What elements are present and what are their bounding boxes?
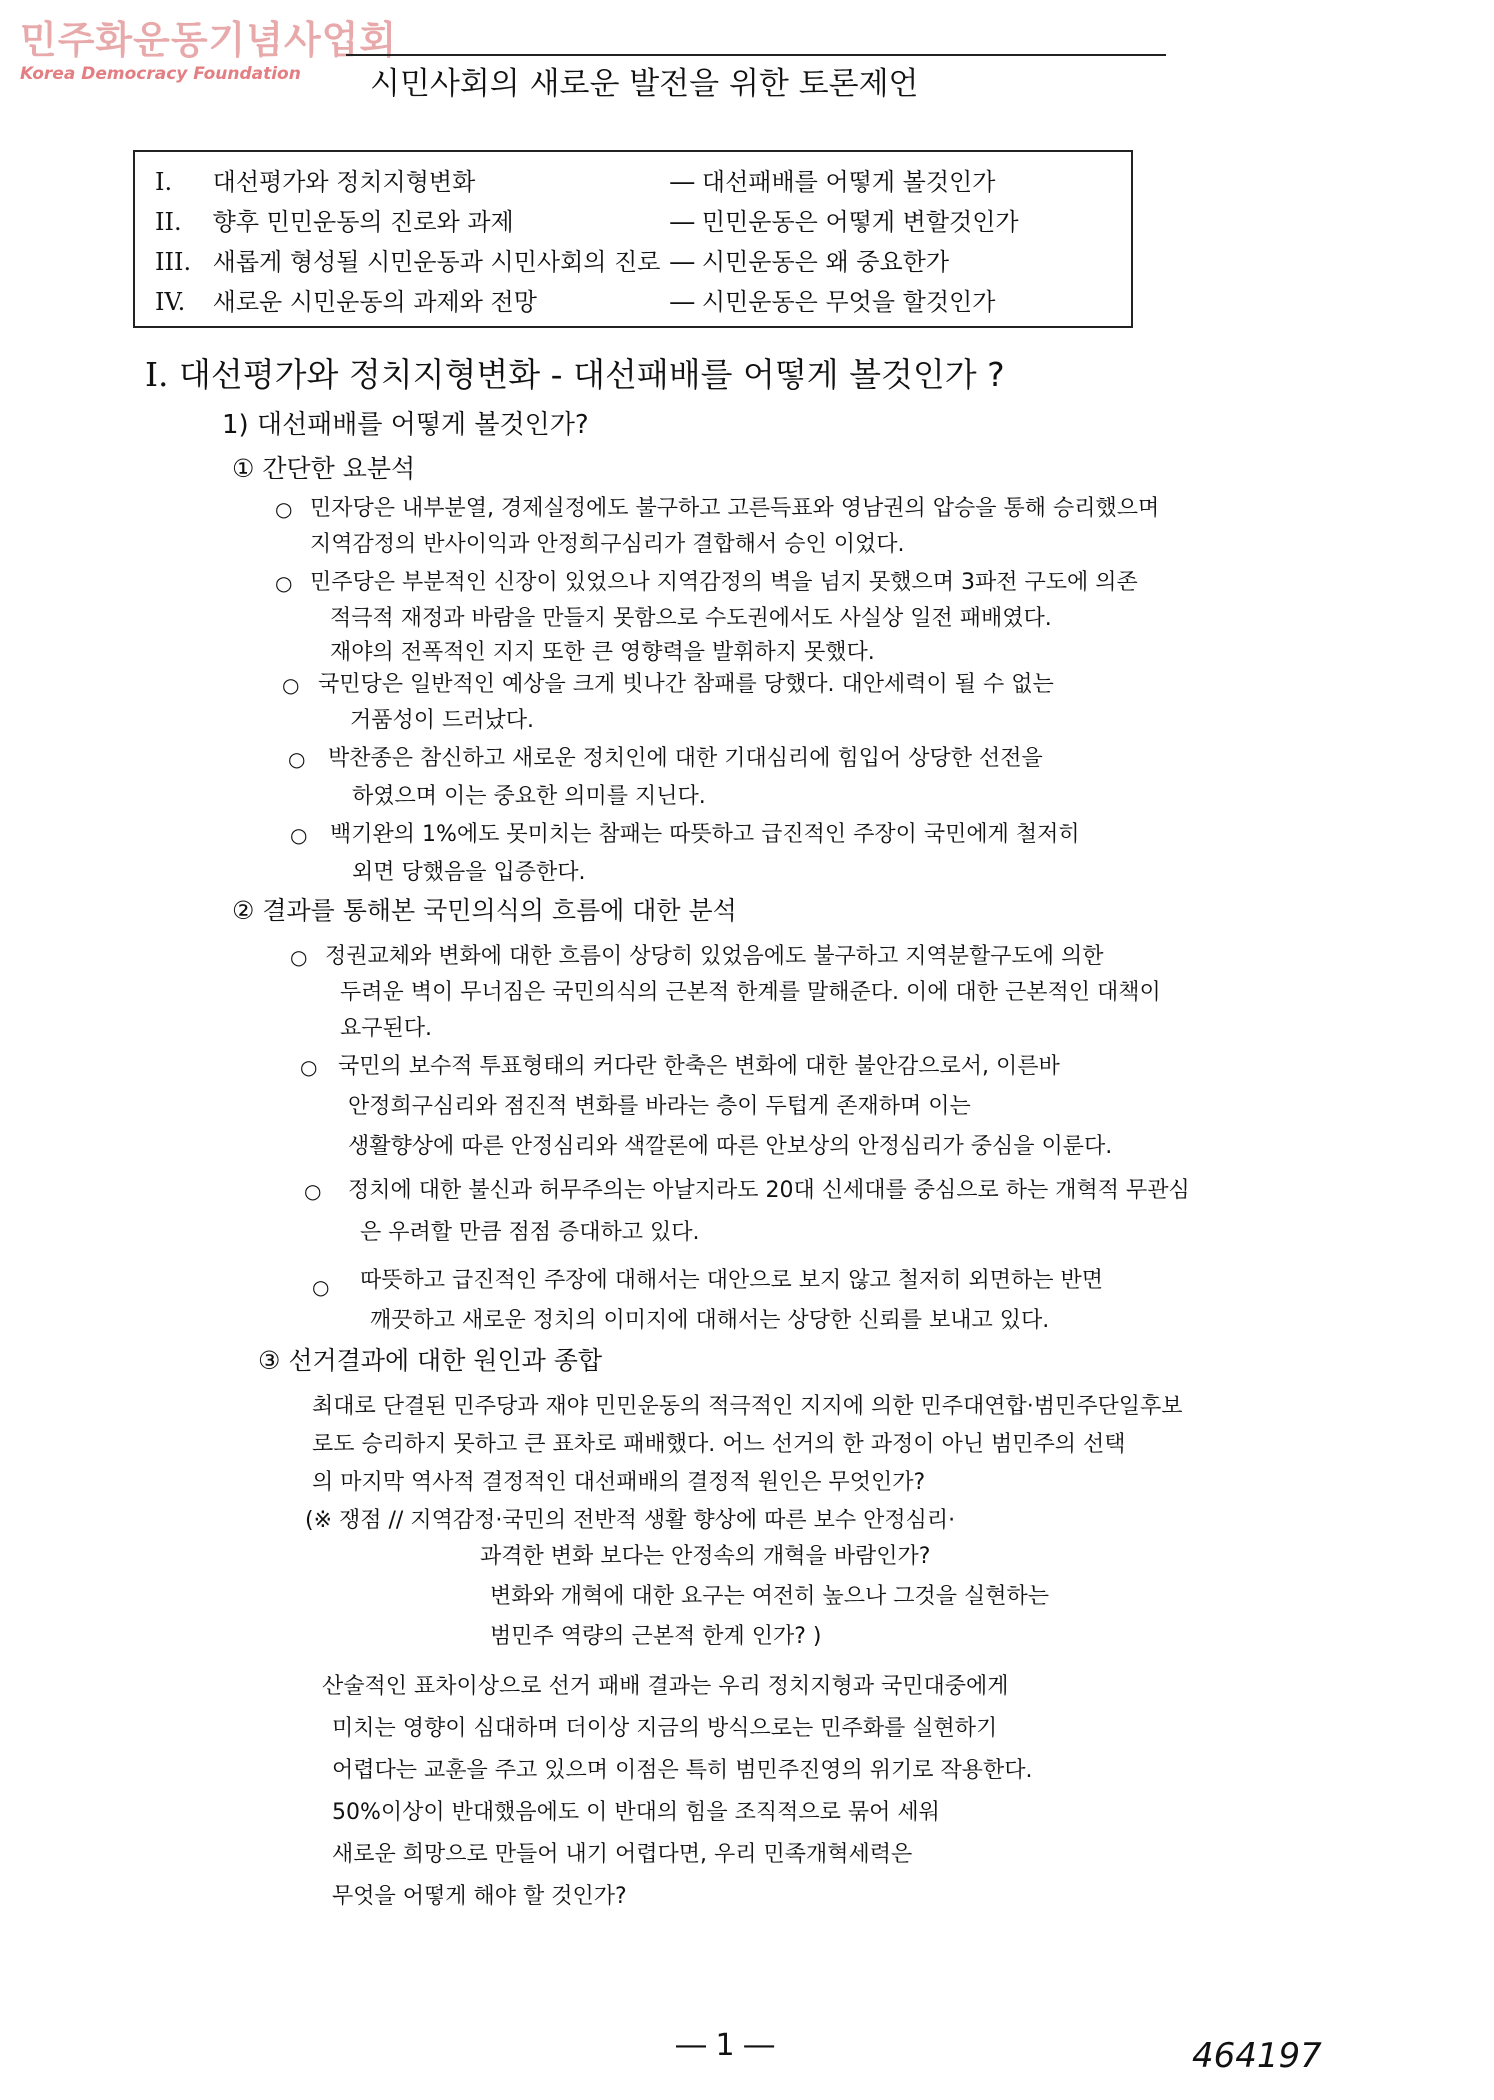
toc-item-subtitle: ― 민민운동은 어떻게 변할것인가	[670, 208, 1019, 236]
toc-item-subtitle: ― 시민운동은 무엇을 할것인가	[670, 288, 996, 316]
toc-item	[155, 282, 995, 322]
body-line: 50%이상이 반대했음에도 이 반대의 힘을 조직적으로 묶어 세워	[332, 1800, 940, 1825]
body-line: 두려운 벽이 무너짐은 국민의식의 근본적 한계를 말해준다. 이에 대한 근본적인 대책이	[340, 980, 1161, 1005]
body-line: 로도 승리하지 못하고 큰 표차로 패배했다. 어느 선거의 한 과정이 아닌 범민주의 선택	[312, 1432, 1126, 1457]
page-number: ― 1 ―	[676, 2028, 775, 2063]
toc-item-title: 새로운 시민운동의 과제와 전망	[212, 288, 537, 316]
toc-item	[155, 242, 949, 282]
document-title: 시민사회의 새로운 발전을 위한 토론제언	[370, 66, 919, 102]
toc-item-number: III.	[155, 248, 192, 276]
body-line: 민주당은 부분적인 신장이 있었으나 지역감정의 벽을 넘지 못했으며 3파전 구도에 의존	[310, 570, 1138, 595]
body-line: 백기완의 1%에도 못미치는 참패는 따뜻하고 급진적인 주장이 국민에게 철저히	[330, 822, 1080, 847]
body-line: 최대로 단결된 민주당과 재야 민민운동의 적극적인 지지에 의한 민주대연합·범민주단일후보	[312, 1394, 1183, 1419]
toc-item	[155, 202, 1019, 242]
body-line: 은 우려할 만큼 점점 증대하고 있다.	[360, 1220, 700, 1245]
subsection-heading: 1) 대선패배를 어떻게 볼것인가?	[222, 410, 589, 440]
body-line: 민자당은 내부분열, 경제실정에도 불구하고 고른득표와 영남권의 압승을 통해 승리했으며	[310, 496, 1160, 521]
item-heading: ③ 선거결과에 대한 원인과 종합	[258, 1346, 603, 1375]
bullet-marker: ○	[300, 1055, 318, 1079]
body-line: 산술적인 표차이상으로 선거 패배 결과는 우리 정치지형과 국민대중에게	[322, 1674, 1009, 1699]
body-line: 무엇을 어떻게 해야 할 것인가?	[332, 1884, 627, 1909]
body-line: 외면 당했음을 입증한다.	[352, 860, 586, 885]
bullet-marker: ○	[275, 497, 293, 521]
toc-item-title: 대선평가와 정치지형변화	[212, 168, 476, 196]
table-of-contents	[133, 150, 1133, 328]
toc-item-title: 향후 민민운동의 진로와 과제	[212, 208, 514, 236]
bullet-marker: ○	[312, 1275, 330, 1299]
title-top-rule	[346, 54, 1166, 56]
body-line: 어렵다는 교훈을 주고 있으며 이점은 특히 범민주진영의 위기로 작용한다.	[332, 1758, 1033, 1783]
body-line: 국민의 보수적 투표형태의 커다란 한축은 변화에 대한 불안감으로서, 이른바	[338, 1054, 1060, 1079]
body-line: 하였으며 이는 중요한 의미를 지닌다.	[352, 784, 706, 809]
section-heading	[145, 352, 1005, 398]
item-heading: ② 결과를 통해본 국민의식의 흐름에 대한 분석	[232, 896, 737, 925]
bullet-marker: ○	[290, 823, 308, 847]
body-line: 국민당은 일반적인 예상을 크게 빗나간 참패를 당했다. 대안세력이 될 수 없는	[318, 672, 1054, 697]
issue-note-line: 범민주 역량의 근본적 한계 인가? )	[490, 1624, 822, 1649]
body-line: 재야의 전폭적인 지지 또한 큰 영향력을 발휘하지 못했다.	[330, 640, 875, 665]
bullet-marker: ○	[290, 945, 308, 969]
item-heading: ① 간단한 요분석	[232, 454, 416, 483]
body-line: 새로운 희망으로 만들어 내기 어렵다면, 우리 민족개혁세력은	[332, 1842, 913, 1867]
body-line: 정치에 대한 불신과 허무주의는 아날지라도 20대 신세대를 중심으로 하는 개혁적 무관심	[348, 1178, 1190, 1203]
issue-note-line: (※ 쟁점 // 지역감정·국민의 전반적 생활 향상에 따른 보수 안정심리·	[305, 1508, 956, 1533]
issue-note-line: 변화와 개혁에 대한 요구는 여전히 높으나 그것을 실현하는	[490, 1584, 1050, 1609]
issue-note-line: 과격한 변화 보다는 안정속의 개혁을 바람인가?	[480, 1544, 931, 1569]
bullet-marker: ○	[304, 1179, 322, 1203]
toc-item-number: I.	[155, 168, 173, 196]
watermark-korean: 민주화운동기념사업회	[20, 18, 398, 62]
toc-item-number: II.	[155, 208, 182, 236]
body-line: 적극적 재정과 바람을 만들지 못함으로 수도권에서도 사실상 일전 패배였다.	[330, 606, 1052, 631]
bullet-marker: ○	[275, 571, 293, 595]
toc-item-subtitle: ― 대선패배를 어떻게 볼것인가	[670, 168, 996, 196]
foundation-watermark	[20, 18, 397, 84]
body-line: 거품성이 드러났다.	[350, 708, 535, 733]
toc-item-number: IV.	[155, 288, 186, 316]
body-line: 정권교체와 변화에 대한 흐름이 상당히 있었음에도 불구하고 지역분할구도에 의한	[325, 944, 1104, 969]
toc-item	[155, 162, 995, 202]
body-line: 깨끗하고 새로운 정치의 이미지에 대해서는 상당한 신뢰를 보내고 있다.	[370, 1308, 1050, 1333]
body-line: 박찬종은 참신하고 새로운 정치인에 대한 기대심리에 힘입어 상당한 선전을	[328, 746, 1043, 771]
bullet-marker: ○	[288, 747, 306, 771]
archive-id: 464197	[1192, 2036, 1322, 2076]
body-line: 안정희구심리와 점진적 변화를 바라는 층이 두텁게 존재하며 이는	[348, 1094, 971, 1119]
body-line: 의 마지막 역사적 결정적인 대선패배의 결정적 원인은 무엇인가?	[312, 1470, 926, 1495]
body-line: 요구된다.	[340, 1016, 433, 1041]
body-line: 생활향상에 따른 안정심리와 색깔론에 따른 안보상의 안정심리가 중심을 이룬다.	[348, 1134, 1113, 1159]
bullet-marker: ○	[282, 673, 300, 697]
body-line: 따뜻하고 급진적인 주장에 대해서는 대안으로 보지 않고 철저히 외면하는 반면	[360, 1268, 1104, 1293]
watermark-english: Korea Democracy Foundation	[20, 64, 301, 84]
toc-item-subtitle: ― 시민운동은 왜 중요한가	[670, 248, 950, 276]
section-number: I.	[145, 355, 169, 394]
body-line: 지역감정의 반사이익과 안정희구심리가 결합해서 승인 이었다.	[310, 532, 905, 557]
body-line: 미치는 영향이 심대하며 더이상 지금의 방식으로는 민주화를 실현하기	[332, 1716, 998, 1741]
section-heading-text: 대선평가와 정치지형변화 - 대선패배를 어떻게 볼것인가 ?	[179, 355, 1005, 394]
toc-item-title: 새롭게 형성될 시민운동과 시민사회의 진로	[212, 248, 661, 276]
